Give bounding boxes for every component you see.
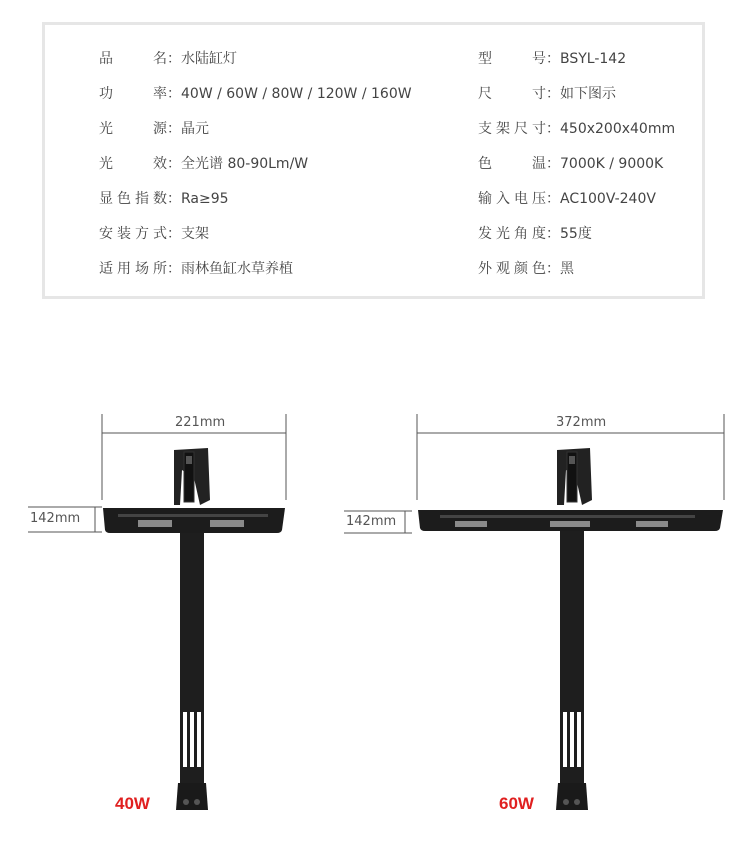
spec-value: 水陆缸灯 [181,51,237,67]
spec-label: 安装方式 [99,226,167,242]
spec-value: 如下图示 [560,86,616,102]
spec-label: 型号 [478,51,546,67]
spec-colon: ： [167,226,181,242]
spec-value: BSYL-142 [560,51,627,67]
spec-label: 光效 [99,156,167,172]
spec-colon: ： [167,191,181,207]
spec-value: 支架 [181,226,209,242]
width-label-60w: 372mm [556,415,607,430]
spec-colon: ： [546,226,560,242]
spec-colon: ： [546,191,560,207]
lamp-diagram-40w [28,414,286,810]
spec-value: 55度 [560,226,592,242]
spec-value: 雨林鱼缸水草养植 [181,261,293,277]
spec-value: Ra≥95 [181,191,229,207]
spec-value: 全光谱 80-90Lm/W [181,156,309,172]
spec-label: 色温 [478,156,546,172]
spec-label: 发光角度 [478,226,546,242]
spec-colon: ： [546,261,560,277]
spec-colon: ： [167,86,181,102]
spec-colon: ： [546,51,560,67]
power-label-40w: 40W [115,794,150,813]
spec-value: AC100V-240V [560,191,656,207]
base-clip-40w [176,783,208,810]
spec-label: 支架尺寸 [478,121,546,137]
lamp-body-60w [418,510,723,531]
power-label-60w: 60W [499,794,534,813]
height-label-60w: 142mm [346,514,397,529]
spec-value: 晶元 [181,121,209,137]
lamp-diagram-60w [344,414,724,810]
spec-label: 显色指数 [99,191,167,207]
spec-label: 适用场所 [99,261,167,277]
spec-value: 40W / 60W / 80W / 120W / 160W [181,86,412,102]
spec-label: 光源 [99,121,167,137]
spec-colon: ： [546,121,560,137]
spec-value: 7000K / 9000K [560,156,664,172]
height-label-40w: 142mm [30,511,81,526]
spec-label: 品名 [99,51,167,67]
spec-label: 功率 [99,86,167,102]
spec-label: 输入电压 [478,191,546,207]
spec-colon: ： [167,121,181,137]
spec-colon: ： [167,156,181,172]
spec-colon: ： [546,86,560,102]
lamp-body-40w [103,508,285,533]
spec-value: 黑 [560,261,574,277]
spec-label: 尺寸 [478,86,546,102]
base-clip-60w [556,783,588,810]
spec-colon: ： [546,156,560,172]
spec-colon: ： [167,261,181,277]
spec-colon: ： [167,51,181,67]
spec-label: 外观颜色 [478,261,546,277]
width-label-40w: 221mm [175,415,226,430]
spec-value: 450x200x40mm [560,121,676,137]
